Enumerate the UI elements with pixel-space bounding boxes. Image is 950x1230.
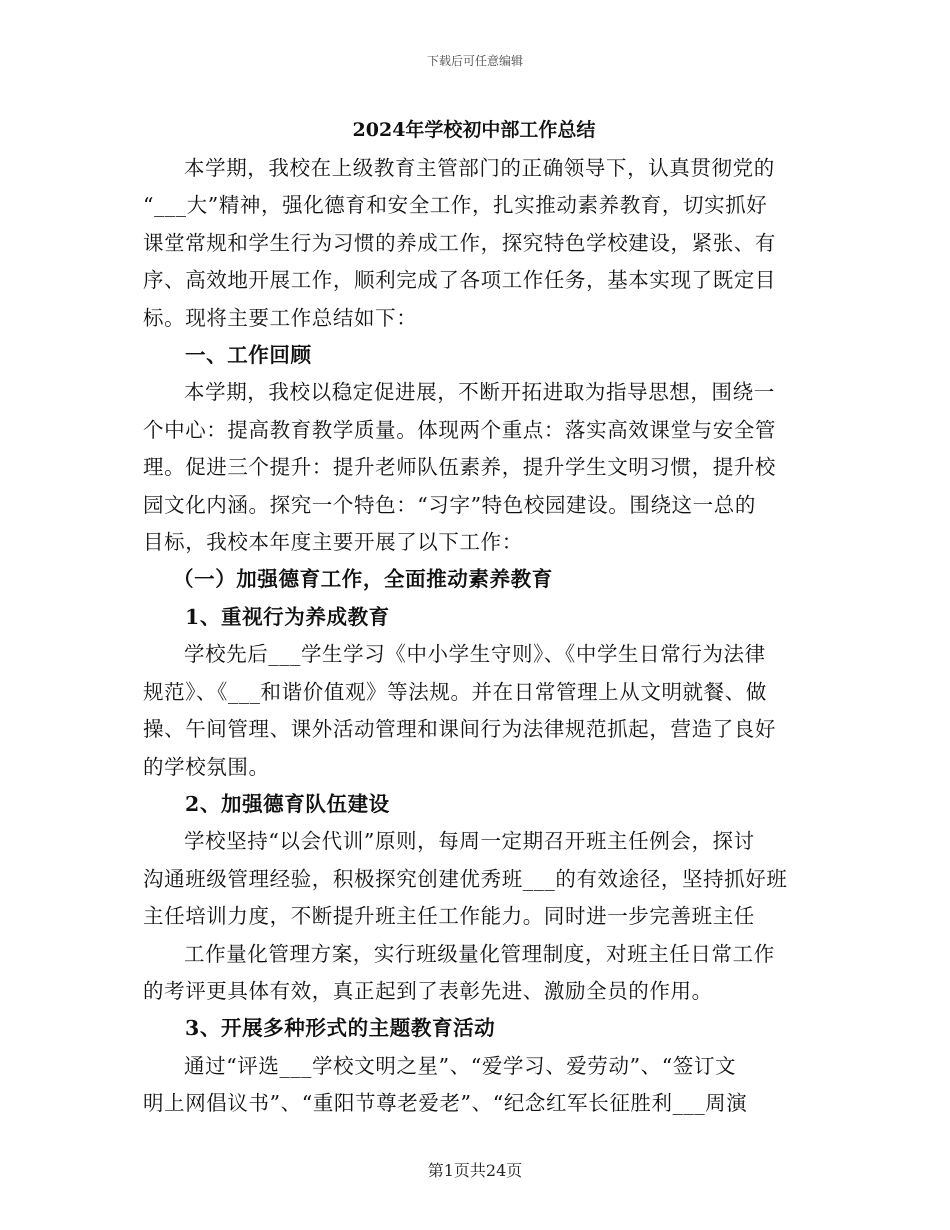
text-line: 个中心：提高教育教学质量。体现两个重点：落实高效课堂与安全管 [143, 417, 776, 442]
text-line: 学校先后___学生学习《中小学生守则》、《中学生日常行为法律 [184, 642, 766, 667]
document-body [143, 112, 805, 1123]
document-title: 2024年学校初中部工作总结 [352, 119, 596, 141]
text-line: 工作量化管理方案，实行班级量化管理制度，对班主任日常工作 [184, 941, 775, 966]
text-line: 目标，我校本年度主要开展了以下工作： [143, 530, 523, 555]
section-heading: 一、工作回顾 [185, 343, 312, 368]
text-line: “___大”精神，强化德育和安全工作，扎实推动素养教育，切实抓好 [143, 193, 768, 218]
text-line: 明上网倡议书”、“重阳节尊老爱老”、“纪念红军长征胜利___周演 [143, 1091, 748, 1116]
page-footer: 第1页共24页 [427, 1161, 523, 1180]
text-line: 的学校氛围。 [143, 754, 270, 779]
item-heading: 3、开展多种形式的主题教育活动 [185, 1016, 496, 1041]
text-line: 本学期，我校以稳定促进展，不断开拓进取为指导思想，围绕一 [184, 380, 775, 405]
text-line: 沟通班级管理经验，积极探究创建优秀班___的有效途径，坚持抓好班 [143, 866, 788, 891]
text-line: 规范》、《___和谐价值观》等法规。并在日常管理上从文明就餐、做 [143, 679, 767, 704]
subsection-heading: （一）加强德育工作，全面推动素养教育 [173, 567, 553, 592]
text-line: 标。现将主要工作总结如下： [143, 305, 418, 330]
paragraph [143, 150, 805, 337]
text-line: 主任培训力度，不断提升班主任工作能力。同时进一步完善班主任 [143, 904, 755, 929]
text-line: 的考评更具体有效，真正起到了表彰先进、激励全员的作用。 [143, 978, 713, 1003]
text-line: 园文化内涵。探究一个特色：“习字”特色校园建设。围绕这一总的 [143, 492, 756, 517]
text-line: 操、午间管理、课外活动管理和课间行为法律规范抓起，营造了良好 [143, 717, 776, 742]
text-line: 本学期，我校在上级教育主管部门的正确领导下，认真贯彻党的 [184, 156, 775, 180]
page-header: 下载后可任意编辑 [426, 54, 523, 68]
item-heading: 2、加强德育队伍建设 [185, 791, 390, 816]
text-line: 课堂常规和学生行为习惯的养成工作，探究特色学校建设，紧张、有 [143, 230, 776, 255]
text-line: 理。促进三个提升：提升老师队伍素养，提升学生文明习惯，提升校 [143, 455, 776, 480]
paragraph [143, 1048, 805, 1123]
paragraph [143, 936, 805, 1011]
paragraph [143, 636, 805, 786]
item-heading: 1、重视行为养成教育 [185, 604, 390, 629]
text-line: 学校坚持“以会代训”原则，每周一定期召开班主任例会，探讨 [184, 829, 755, 854]
paragraph [143, 374, 805, 561]
text-line: 通过“评选___学校文明之星”、“爱学习、爱劳动”、“签订文 [184, 1053, 737, 1078]
text-line: 序、高效地开展工作，顺利完成了各项工作任务，基本实现了既定目 [143, 268, 776, 293]
paragraph [143, 823, 805, 935]
